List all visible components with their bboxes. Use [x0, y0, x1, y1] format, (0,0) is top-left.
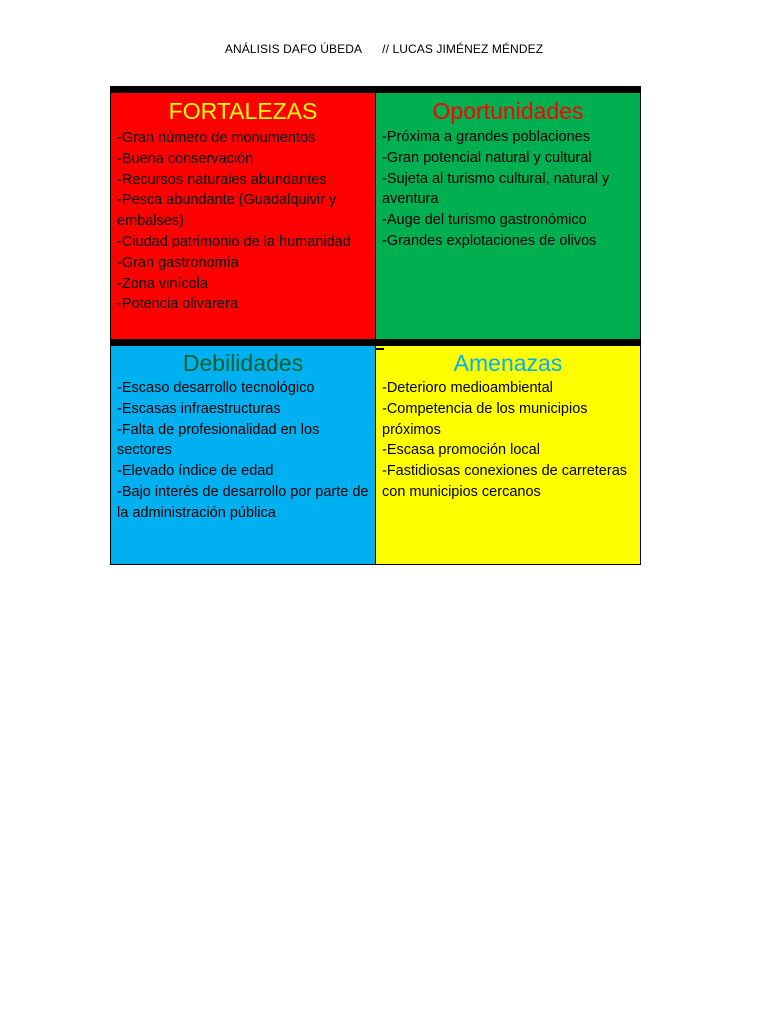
list-item: -Escasas infraestructuras [117, 400, 281, 417]
list-item: -Pesca abundante (Guadalquivir y embalses) [117, 192, 337, 230]
list-item: -Fastidiosas conexiones de carreteras con municipios cercanos [382, 463, 628, 500]
list-item: -Auge del turismo gastronómico [382, 212, 587, 229]
debilidades-list [111, 378, 375, 524]
header-author: // LUCAS JIMÉNEZ MÉNDEZ [382, 42, 544, 56]
list-item: -Grandes explotaciones de olivos [382, 232, 597, 249]
list-item: -Recursos naturales abundantes [117, 171, 327, 188]
list-item: -Próxima a grandes poblaciones [382, 129, 590, 145]
oportunidades-quadrant [375, 92, 641, 340]
fortalezas-title: FORTALEZAS [168, 98, 318, 124]
amenazas-title: Amenazas [453, 350, 563, 376]
header-title: ANÁLISIS DAFO ÚBEDA [224, 42, 363, 56]
list-item: -Bajo interés de desarrollo por parte de la administración pública [117, 483, 369, 521]
oportunidades-title: Oportunidades [432, 98, 584, 124]
list-item: -Ciudad patrimonio de la humanidad [117, 233, 351, 250]
list-item: -Deterioro medioambiental [382, 380, 553, 396]
fortalezas-list [111, 128, 375, 315]
list-item: -Falta de profesionalidad en los sectores [117, 421, 320, 459]
list-item: -Gran potencial natural y cultural [382, 149, 592, 166]
oportunidades-list [376, 127, 640, 252]
corner-tick-mark [375, 348, 384, 350]
list-item: -Sujeta al turismo cultural, natural y aventura [382, 170, 610, 208]
list-item: -Competencia de los municipios próximos [382, 400, 588, 438]
document-header [0, 42, 768, 56]
list-item: -Gran número de monumentos [117, 130, 316, 146]
list-item: -Gran gastronomía [117, 254, 239, 271]
dafo-matrix [110, 92, 641, 565]
list-item: -Elevado índice de edad [117, 463, 274, 480]
list-item: -Potencia olivarera [117, 296, 238, 313]
list-item: -Zona vinícola [117, 275, 209, 292]
fortalezas-quadrant [110, 92, 376, 340]
amenazas-list [376, 378, 640, 503]
debilidades-quadrant [110, 345, 376, 565]
list-item: -Escaso desarrollo tecnológico [117, 380, 315, 396]
list-item: -Escasa promoción local [382, 442, 540, 459]
debilidades-title: Debilidades [182, 350, 304, 376]
list-item: -Buena conservación [117, 150, 254, 167]
amenazas-quadrant [375, 345, 641, 565]
